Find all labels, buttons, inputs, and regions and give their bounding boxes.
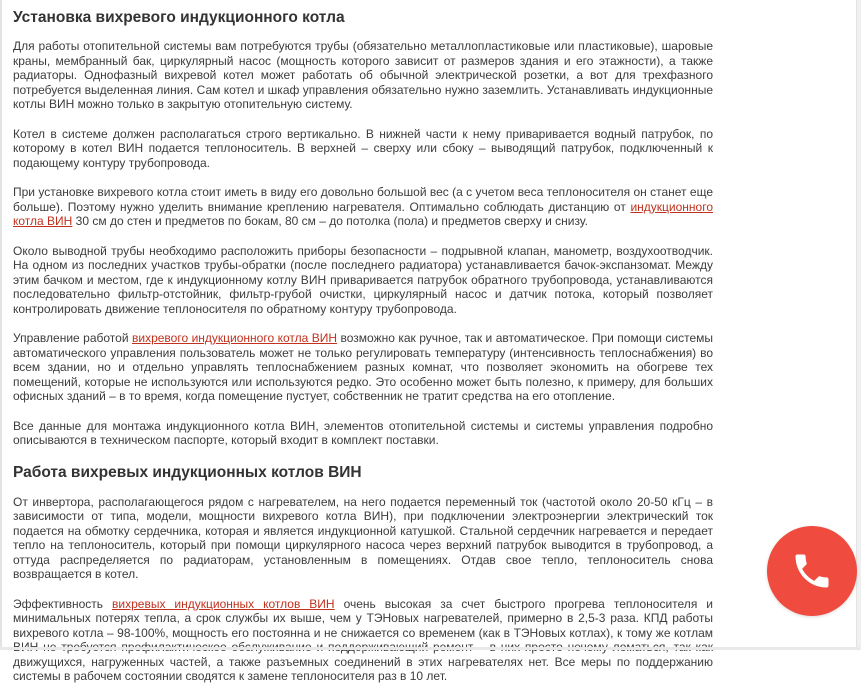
paragraph-8-text-a: Эффективность: [13, 596, 113, 611]
link-vortex-induction-boilers[interactable]: вихревых индукционных котлов ВИН: [112, 596, 335, 611]
paragraph-3-text-b: 30 см до стен и предметов по бокам, 80 см – до потолка (пола) и предметов сверху и снизу.: [72, 214, 588, 228]
link-induction-boiler[interactable]: индукционного котла ВИН: [13, 199, 713, 228]
paragraph-5: [13, 331, 713, 404]
phone-icon: [790, 549, 834, 593]
bottom-divider: [0, 647, 860, 650]
paragraph-8-text-b: очень высокая за счет быстрого прогрева теплоносителя и минимальных потерях тепла, а срок службы их выше, чем у ТЭНовых нагревателей, примерно в 2,5-3 раза. КПД работы вихревого котла – 98-100%, мощность его постоянна и не снижается со временем (как в ТЭНовых котлах), к тому же котлам движущихся, нагруженных частей, а также разъемных соединений в этих нагревателях нет. Все меры по поддержанию системы в рабочем состоянии сводятся к замене теплоносителя раз в 10 лет.: [13, 596, 713, 683]
paragraph-1: Для работы отопительной системы вам потребуются трубы (обязательно металлопластиковые или пластиковые), шаровые краны, мембранный бак, циркулярный насос (мощность которого зависит от размеров здания и его этажности), а также радиаторы. Однофазный вихревой котел может работать об обычной электрической розетки, а вот для трехфазного потребуется выделенная линия. Сам котел и шкаф управления обязательно нужно заземлить. Устанавливать индукционные котлы ВИН можно только в закрытую отопительную систему.: [13, 39, 713, 111]
paragraph-3: [13, 185, 713, 229]
paragraph-6: Все данные для монтажа индукционного котла ВИН, элементов отопительной системы и системы управления подробно описываются в техническом паспорте, который входит в комплект поставки.: [13, 418, 713, 447]
call-button[interactable]: [767, 526, 857, 616]
page-left-border: [0, 0, 2, 650]
paragraph-3-text-a: При установке вихревого котла стоит иметь в виду его довольно большой вес (а с учетом веса теплоносителя он станет еще больше). Поэтому нужно уделить внимание креплению нагревателя. Оптимально соблюдать дистанцию от: [13, 185, 713, 214]
paragraph-5-text-a: Управление работой: [13, 331, 132, 345]
paragraph-8: [13, 597, 713, 684]
section-heading-installation: Установка вихревого индукционного котла: [13, 9, 345, 26]
section-heading-operation: Работа вихревых индукционных котлов ВИН: [13, 463, 362, 481]
paragraph-4: Около выводной трубы необходимо расположить приборы безопасности – подрывной клапан, манометр, воздухоотводчик. На одном из последних участков трубы-обратки (после последнего радиатора) устанавливается бачок-экспанзомат. Между этим бачком и местом, где к индукционному котлу ВИН приваривается патрубок обратного трубопровода, устанавливаются последовательно фильтр-отстойник, фильтр-грубой очистки, циркулярный насос и датчик потока, который позволяет контролировать движение теплоносителя по обратному контуру трубопровода.: [13, 243, 713, 316]
link-vortex-induction-boiler[interactable]: вихревого индукционного котла ВИН: [132, 331, 338, 345]
paragraph-2: Котел в системе должен располагаться строго вертикально. В нижней части к нему приваривается водный патрубок, по которому в котел ВИН подается теплоноситель. В верхней – сверху или сбоку – выводящий патрубок, подключенный к подающему контуру трубопровода.: [13, 126, 713, 170]
paragraph-7: От инвертора, располагающегося рядом с нагревателем, на него подается переменный ток (частотой около 20-50 кГц – в зависимости от типа, модели, мощности вихревого котла ВИН), при подключении электроэнергии электрический ток подается на обмотку сердечника, которая и является индукционной катушкой. Стальной сердечник нагревается и передает тепло на теплоноситель, который при помощи циркулярного насоса через верхний патрубок выводится в трубопровод, а оттуда распределяется по радиаторам, установленным в помещениях. Отдав свое тепло, теплоноситель снова возвращается в котел.: [13, 494, 713, 581]
article-content: [13, 8, 713, 699]
paragraph-5-text-b: возможно как ручное, так и автоматическое. При помощи системы автоматического управления пользователь может не только регулировать температуру (интенсивность теплоснабжения) во всем здании, но и отдельно управлять теплоснабжением разных комнат, что позволяет экономить на обогреве тех помещений, которые не используются или используются редко. Это особенно может быть полезно, к примеру, для больших офисных зданий – в то время, когда помещение пустует, собственник не тратит средства на его отопление.: [13, 331, 714, 403]
page-scroll-edge: [856, 0, 861, 650]
